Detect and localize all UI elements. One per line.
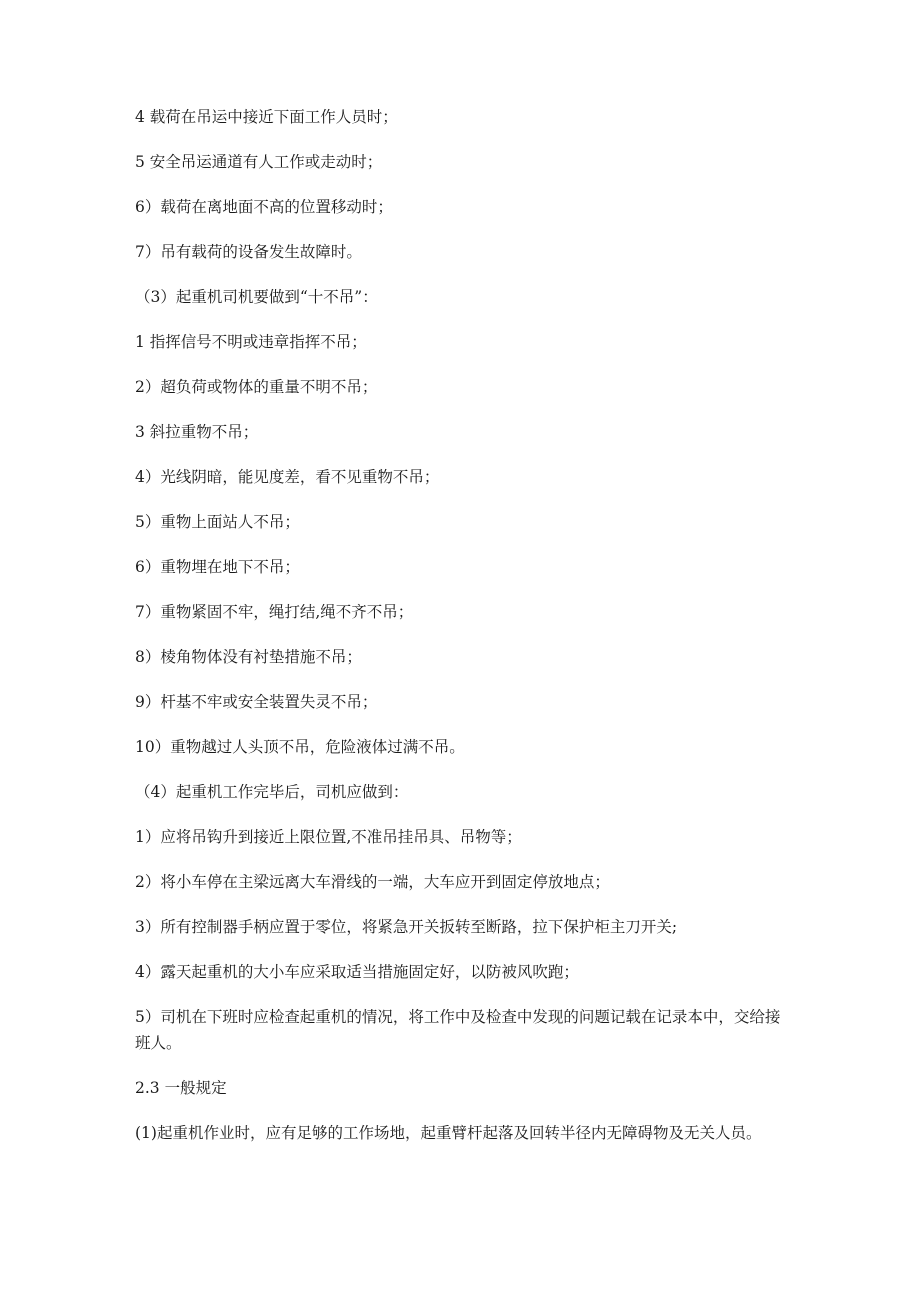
paragraph-15: 10）重物越过人头顶不吊，危险液体过满不吊。 [135, 738, 465, 756]
paragraph-3: 6）载荷在离地面不高的位置移动时； [135, 198, 393, 216]
paragraph-9: 4）光线阴暗，能见度差，看不见重物不吊； [135, 468, 440, 486]
paragraph-1: 4 载荷在吊运中接近下面工作人员时； [135, 108, 398, 126]
paragraph-13: 8）棱角物体没有衬垫措施不吊； [135, 648, 362, 666]
paragraph-20: 4）露天起重机的大小车应采取适当措施固定好，以防被风吹跑； [135, 963, 579, 981]
paragraph-8: 3 斜拉重物不吊； [135, 423, 259, 441]
paragraph-6: 1 指挥信号不明或违章指挥不吊； [135, 333, 367, 351]
document-body [135, 104, 785, 1165]
paragraph-19: 3）所有控制器手柄应置于零位，将紧急开关扳转至断路，拉下保护柜主刀开关; [135, 918, 678, 936]
paragraph-23: (1)起重机作业时，应有足够的工作场地，起重臂杆起落及回转半径内无障碍物及无关人员。 [135, 1124, 762, 1142]
paragraph-4: 7）吊有载荷的设备发生故障时。 [135, 243, 362, 261]
paragraph-12: 7）重物紧固不牢，绳打结,绳不齐不吊； [135, 603, 414, 621]
section-heading-4: （4）起重机工作完毕后，司机应做到： [135, 783, 409, 801]
section-heading-3: （3）起重机司机要做到“十不吊”： [135, 288, 378, 306]
section-heading-2-3: 2.3 一般规定 [135, 1079, 227, 1097]
paragraph-11: 6）重物埋在地下不吊； [135, 558, 300, 576]
paragraph-10: 5）重物上面站人不吊； [135, 513, 300, 531]
paragraph-2: 5 安全吊运通道有人工作或走动时； [135, 153, 383, 171]
paragraph-14: 9）杆基不牢或安全装置失灵不吊； [135, 693, 378, 711]
paragraph-18: 2）将小车停在主梁远离大车滑线的一端，大车应开到固定停放地点； [135, 873, 610, 891]
paragraph-21: 5）司机在下班时应检查起重机的情况，将工作中及检查中发现的问题记载在记录本中，交给接班人。 [135, 1008, 781, 1052]
paragraph-7: 2）超负荷或物体的重量不明不吊； [135, 378, 378, 396]
paragraph-17: 1）应将吊钩升到接近上限位置,不准吊挂吊具、吊物等； [135, 828, 522, 846]
